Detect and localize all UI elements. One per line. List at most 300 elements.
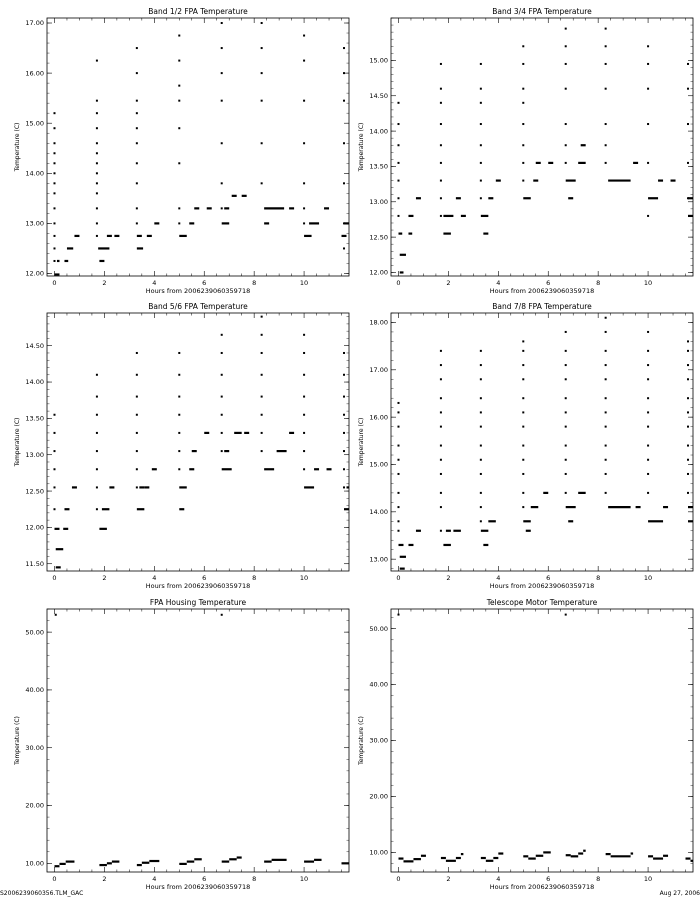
data-point — [397, 162, 399, 164]
data-point — [96, 222, 98, 224]
data-point — [261, 334, 263, 336]
data-point — [647, 411, 649, 413]
data-point — [261, 374, 263, 376]
data-point — [136, 72, 138, 74]
data-point — [303, 142, 305, 144]
data-point — [440, 144, 442, 146]
y-tick-label: 14.00 — [25, 378, 44, 387]
data-point — [53, 127, 55, 129]
data-point — [53, 207, 55, 209]
plot-frame — [47, 609, 349, 872]
x-tick-label: 6 — [202, 574, 207, 582]
data-point — [96, 374, 98, 376]
data-point — [343, 72, 345, 74]
x-tick-label: 6 — [546, 279, 551, 287]
data-point — [303, 396, 305, 398]
data-point — [178, 374, 180, 376]
data-point — [397, 180, 399, 182]
data-point — [522, 397, 524, 399]
data-point — [565, 378, 567, 380]
y-tick-label: 50.00 — [369, 624, 388, 633]
data-point — [440, 506, 442, 508]
data-point — [53, 142, 55, 144]
chart-title: Band 3/4 FPA Temperature — [492, 7, 592, 16]
data-point — [522, 378, 524, 380]
data-point — [221, 414, 223, 416]
data-point — [687, 411, 689, 413]
data-point — [178, 100, 180, 102]
data-point — [53, 450, 55, 452]
data-point — [647, 45, 649, 47]
data-point — [53, 486, 55, 488]
data-point — [178, 60, 180, 62]
data-point — [53, 172, 55, 174]
data-point — [53, 222, 55, 224]
data-point — [522, 340, 524, 342]
x-tick-label: 6 — [546, 875, 551, 883]
data-point — [343, 486, 345, 488]
data-point — [343, 247, 345, 249]
data-point — [221, 100, 223, 102]
data-point — [343, 352, 345, 354]
data-point — [687, 397, 689, 399]
x-tick-label: 2 — [102, 279, 107, 287]
data-point — [522, 459, 524, 461]
data-point — [480, 492, 482, 494]
x-tick-label: 8 — [596, 875, 601, 883]
chart-panel-1 — [14, 7, 349, 295]
data-point — [221, 182, 223, 184]
data-point — [303, 432, 305, 434]
x-axis-label: Hours from 2006239060359718 — [489, 883, 595, 891]
data-point — [397, 445, 399, 447]
data-point — [565, 364, 567, 366]
data-point — [565, 492, 567, 494]
data-point — [178, 432, 180, 434]
data-point — [136, 182, 138, 184]
x-tick-label: 8 — [596, 279, 601, 287]
data-point — [397, 473, 399, 475]
plot-frame — [391, 609, 693, 872]
y-axis-label: Temperature (C) — [358, 417, 365, 467]
y-tick-label: 14.50 — [369, 91, 388, 100]
data-point — [522, 492, 524, 494]
data-point — [343, 450, 345, 452]
data-point — [303, 450, 305, 452]
data-point — [605, 473, 607, 475]
data-point — [221, 47, 223, 49]
data-point — [221, 142, 223, 144]
data-point — [96, 235, 98, 237]
data-point — [522, 426, 524, 428]
y-tick-label: 13.00 — [25, 219, 44, 228]
x-axis-label: Hours from 2006239060359718 — [145, 287, 251, 295]
data-point — [397, 402, 399, 404]
data-point — [647, 350, 649, 352]
data-point — [343, 396, 345, 398]
data-point — [96, 100, 98, 102]
data-point — [261, 432, 263, 434]
data-point — [343, 414, 345, 416]
data-point — [605, 364, 607, 366]
data-point — [605, 492, 607, 494]
data-point — [480, 426, 482, 428]
data-point — [522, 162, 524, 164]
data-point — [647, 162, 649, 164]
y-tick-label: 18.00 — [369, 318, 388, 327]
data-point — [480, 397, 482, 399]
data-point — [261, 47, 263, 49]
x-axis-label: Hours from 2006239060359718 — [489, 582, 595, 590]
data-point — [397, 426, 399, 428]
x-tick-label: 0 — [52, 875, 57, 883]
data-point — [440, 411, 442, 413]
data-point — [136, 100, 138, 102]
data-point — [687, 340, 689, 342]
chart-panel-5 — [14, 598, 349, 891]
footer-date: Aug 27, 2006 — [659, 890, 700, 897]
x-tick-label: 8 — [252, 574, 257, 582]
data-point — [96, 112, 98, 114]
chart-panel-6 — [358, 598, 693, 891]
x-tick-label: 10 — [643, 279, 653, 287]
x-axis-label: Hours from 2006239060359718 — [145, 582, 251, 590]
y-tick-label: 30.00 — [369, 736, 388, 745]
data-point — [480, 459, 482, 461]
y-axis-label: Temperature (C) — [358, 122, 365, 172]
data-point — [605, 331, 607, 333]
data-point — [647, 473, 649, 475]
data-point — [605, 426, 607, 428]
data-point — [96, 162, 98, 164]
data-point — [687, 162, 689, 164]
data-point — [480, 364, 482, 366]
data-point — [647, 459, 649, 461]
data-point — [440, 162, 442, 164]
data-point — [565, 445, 567, 447]
data-point — [605, 411, 607, 413]
x-tick-label: 10 — [643, 875, 653, 883]
data-point — [261, 316, 263, 318]
data-point — [440, 123, 442, 125]
data-point — [136, 374, 138, 376]
data-point — [136, 207, 138, 209]
data-point — [53, 162, 55, 164]
data-point — [136, 112, 138, 114]
x-tick-label: 8 — [252, 875, 257, 883]
data-point — [687, 426, 689, 428]
data-point — [221, 374, 223, 376]
x-tick-label: 0 — [396, 875, 401, 883]
y-tick-label: 12.50 — [25, 487, 44, 496]
data-point — [687, 63, 689, 65]
data-point — [53, 152, 55, 154]
y-tick-label: 20.00 — [369, 792, 388, 801]
data-point — [53, 468, 55, 470]
data-point — [178, 468, 180, 470]
data-point — [397, 530, 399, 532]
data-point — [343, 100, 345, 102]
data-point — [565, 45, 567, 47]
data-point — [440, 426, 442, 428]
data-point — [565, 331, 567, 333]
data-point — [565, 144, 567, 146]
data-point — [565, 426, 567, 428]
data-point — [565, 123, 567, 125]
data-point — [522, 473, 524, 475]
data-point — [261, 414, 263, 416]
data-point — [96, 152, 98, 154]
x-tick-label: 4 — [496, 574, 501, 582]
data-point — [397, 614, 399, 616]
data-point — [522, 506, 524, 508]
data-point — [96, 60, 98, 62]
y-tick-label: 20.00 — [25, 801, 44, 810]
data-point — [96, 182, 98, 184]
data-point — [687, 350, 689, 352]
data-point — [53, 414, 55, 416]
data-point — [343, 374, 345, 376]
data-point — [522, 411, 524, 413]
data-point — [605, 123, 607, 125]
data-point — [647, 63, 649, 65]
data-point — [440, 459, 442, 461]
data-point — [565, 614, 567, 616]
data-point — [96, 142, 98, 144]
data-point — [565, 397, 567, 399]
data-point — [303, 100, 305, 102]
x-tick-label: 4 — [496, 875, 501, 883]
data-point — [303, 352, 305, 354]
data-point — [565, 350, 567, 352]
data-point — [440, 102, 442, 104]
data-point — [440, 397, 442, 399]
data-point — [440, 215, 442, 217]
data-point — [53, 247, 55, 249]
data-point — [647, 492, 649, 494]
data-point — [96, 468, 98, 470]
y-tick-label: 10.00 — [25, 859, 44, 868]
data-point — [687, 378, 689, 380]
data-point — [565, 28, 567, 30]
data-point — [221, 207, 223, 209]
data-point — [565, 473, 567, 475]
data-point — [96, 127, 98, 129]
data-point — [397, 144, 399, 146]
y-tick-label: 13.50 — [25, 414, 44, 423]
y-tick-label: 14.50 — [25, 341, 44, 350]
y-tick-label: 12.50 — [369, 233, 388, 242]
data-point — [303, 334, 305, 336]
data-point — [522, 63, 524, 65]
data-point — [647, 123, 649, 125]
data-point — [605, 45, 607, 47]
x-tick-label: 6 — [202, 279, 207, 287]
y-tick-label: 16.00 — [25, 69, 44, 78]
data-point — [96, 414, 98, 416]
data-point — [178, 222, 180, 224]
data-point — [480, 162, 482, 164]
data-point — [647, 378, 649, 380]
data-point — [136, 486, 138, 488]
data-point — [261, 22, 263, 24]
chart-title: Band 7/8 FPA Temperature — [492, 302, 592, 311]
y-tick-label: 17.00 — [25, 19, 44, 28]
data-point — [440, 88, 442, 90]
data-point — [178, 450, 180, 452]
data-point — [178, 162, 180, 164]
x-tick-label: 2 — [102, 875, 107, 883]
chart-panel-3 — [14, 302, 349, 590]
y-axis-label: Temperature (C) — [14, 417, 21, 467]
y-tick-label: 12.00 — [369, 268, 388, 277]
data-point — [605, 144, 607, 146]
data-point — [343, 432, 345, 434]
y-axis-label: Temperature (C) — [14, 122, 21, 172]
data-point — [96, 508, 98, 510]
data-point — [55, 614, 57, 616]
data-point — [343, 142, 345, 144]
data-point — [605, 350, 607, 352]
data-point — [303, 468, 305, 470]
data-point — [605, 317, 607, 319]
data-point — [480, 378, 482, 380]
data-point — [221, 352, 223, 354]
data-point — [687, 123, 689, 125]
data-point — [522, 102, 524, 104]
plot-frame — [391, 18, 693, 276]
data-point — [261, 352, 263, 354]
data-point — [605, 28, 607, 30]
data-point — [605, 63, 607, 65]
footer-filename: S2006239060356.TLM_GAC — [0, 890, 84, 897]
x-tick-label: 4 — [152, 279, 157, 287]
data-point — [440, 492, 442, 494]
data-point — [343, 468, 345, 470]
data-point — [136, 127, 138, 129]
data-point — [565, 63, 567, 65]
data-point — [136, 142, 138, 144]
data-point — [480, 473, 482, 475]
chart-title: Band 5/6 FPA Temperature — [148, 302, 248, 311]
data-point — [96, 432, 98, 434]
data-point — [522, 364, 524, 366]
y-tick-label: 50.00 — [25, 628, 44, 637]
data-point — [440, 530, 442, 532]
data-point — [343, 182, 345, 184]
data-point — [136, 396, 138, 398]
data-point — [480, 144, 482, 146]
data-point — [647, 331, 649, 333]
data-point — [480, 520, 482, 522]
data-point — [96, 450, 98, 452]
x-tick-label: 8 — [252, 279, 257, 287]
y-tick-label: 15.00 — [25, 119, 44, 128]
data-point — [480, 102, 482, 104]
x-tick-label: 2 — [446, 574, 451, 582]
data-point — [136, 450, 138, 452]
plot-frame — [47, 313, 349, 571]
x-tick-label: 4 — [152, 875, 157, 883]
data-point — [261, 450, 263, 452]
data-point — [480, 445, 482, 447]
data-point — [522, 144, 524, 146]
data-point — [53, 182, 55, 184]
data-point — [221, 396, 223, 398]
data-point — [178, 85, 180, 87]
data-point — [480, 123, 482, 125]
data-point — [303, 374, 305, 376]
data-point — [687, 445, 689, 447]
data-point — [522, 45, 524, 47]
data-point — [96, 486, 98, 488]
data-point — [53, 235, 55, 237]
y-tick-label: 10.00 — [369, 848, 388, 857]
data-point — [96, 396, 98, 398]
chart-title: Telescope Motor Temperature — [486, 598, 598, 607]
y-tick-label: 40.00 — [25, 686, 44, 695]
data-point — [480, 506, 482, 508]
data-point — [480, 88, 482, 90]
data-point — [522, 445, 524, 447]
data-point — [480, 350, 482, 352]
data-point — [53, 192, 55, 194]
y-tick-label: 30.00 — [25, 743, 44, 752]
y-axis-label: Temperature (C) — [14, 716, 21, 765]
data-point — [136, 162, 138, 164]
data-point — [178, 127, 180, 129]
data-point — [96, 192, 98, 194]
data-point — [178, 207, 180, 209]
y-tick-label: 13.00 — [369, 555, 388, 564]
x-tick-label: 10 — [299, 875, 309, 883]
chart-panel-2 — [358, 7, 693, 295]
data-point — [605, 162, 607, 164]
data-point — [440, 473, 442, 475]
y-tick-label: 14.00 — [25, 169, 44, 178]
data-point — [261, 100, 263, 102]
data-point — [221, 450, 223, 452]
data-point — [397, 459, 399, 461]
x-tick-label: 2 — [446, 875, 451, 883]
x-axis-label: Hours from 2006239060359718 — [145, 883, 251, 891]
x-tick-label: 0 — [52, 279, 57, 287]
y-tick-label: 14.00 — [369, 508, 388, 517]
data-point — [687, 88, 689, 90]
y-tick-label: 16.00 — [369, 413, 388, 422]
data-point — [53, 260, 55, 262]
data-point — [480, 411, 482, 413]
data-point — [53, 432, 55, 434]
data-point — [440, 445, 442, 447]
data-point — [565, 459, 567, 461]
y-tick-label: 13.00 — [369, 197, 388, 206]
data-point — [647, 215, 649, 217]
data-point — [480, 180, 482, 182]
data-point — [440, 378, 442, 380]
data-point — [53, 508, 55, 510]
data-point — [136, 222, 138, 224]
y-axis-label: Temperature (C) — [358, 716, 365, 765]
data-point — [605, 445, 607, 447]
data-point — [96, 207, 98, 209]
y-tick-label: 15.00 — [369, 56, 388, 65]
y-tick-label: 40.00 — [369, 680, 388, 689]
data-point — [221, 22, 223, 24]
data-point — [647, 364, 649, 366]
data-point — [397, 520, 399, 522]
data-point — [605, 459, 607, 461]
